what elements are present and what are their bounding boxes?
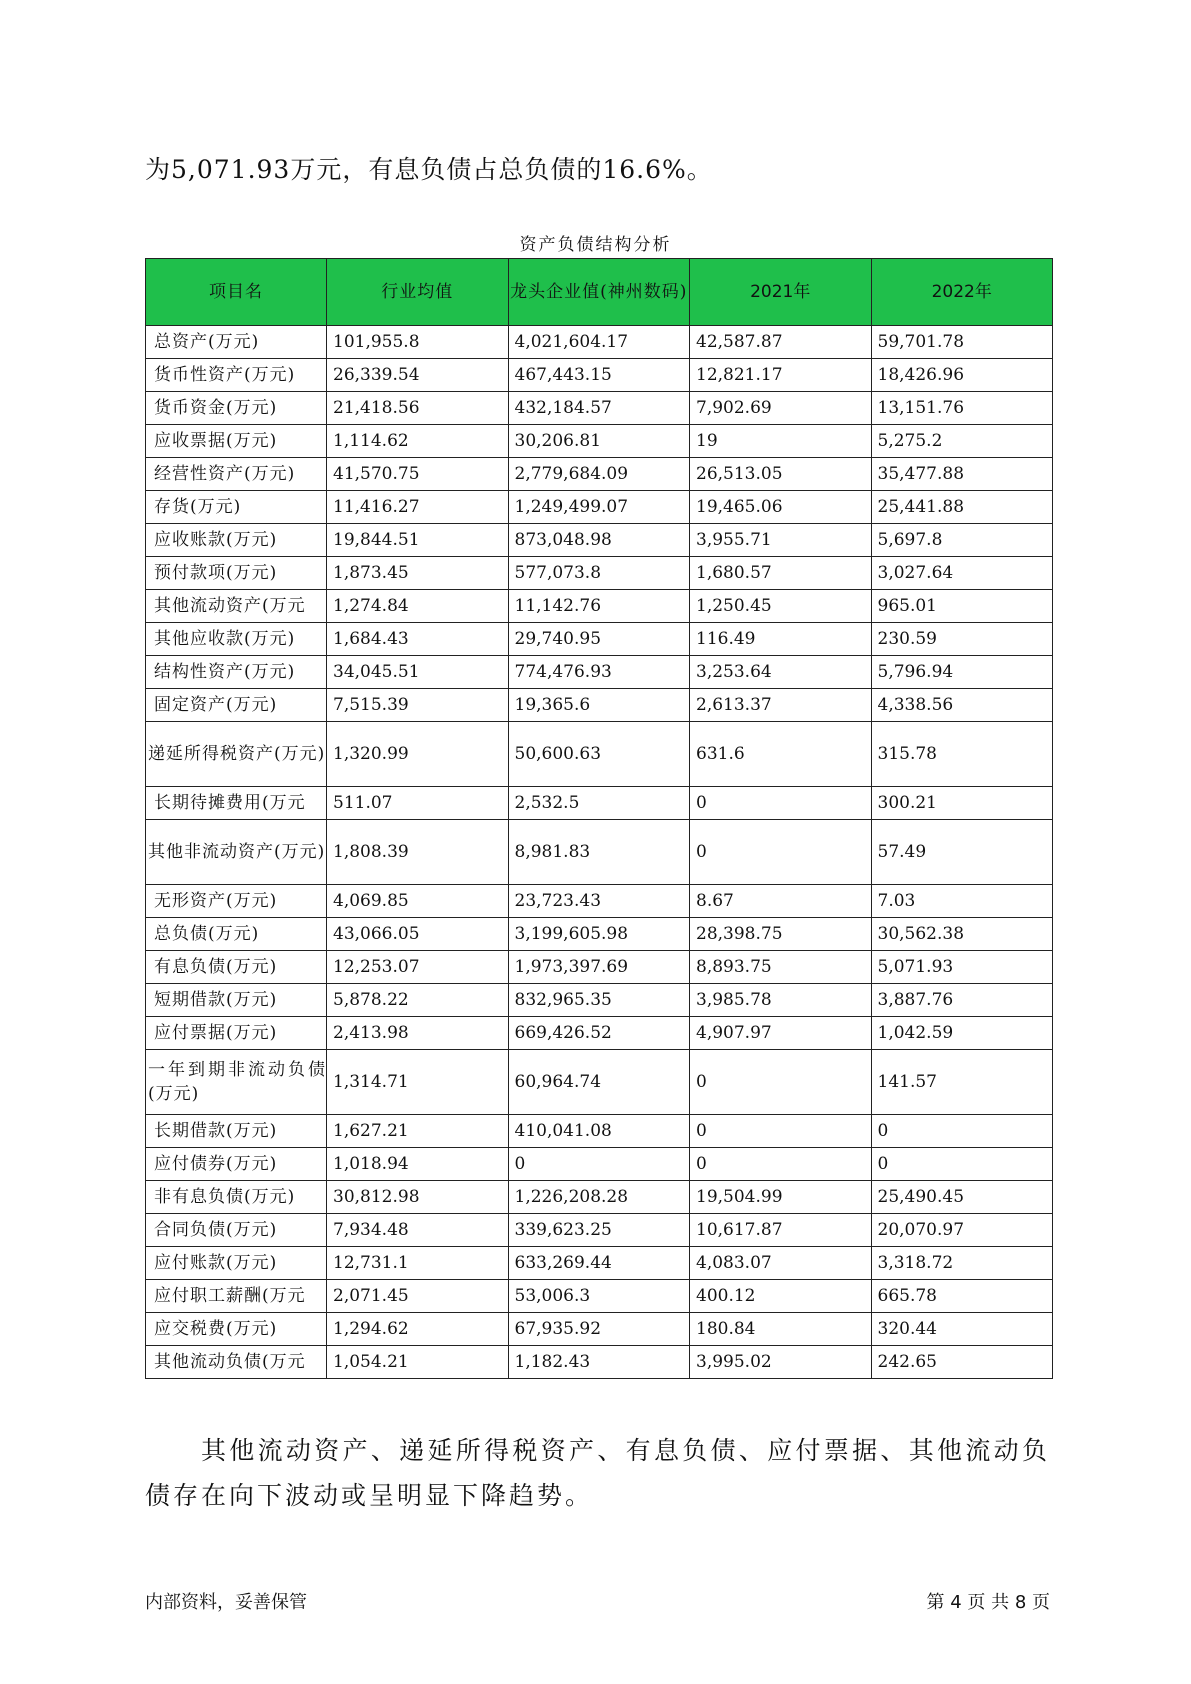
cell-2021: 8.67 <box>690 885 872 918</box>
cell-2022: 25,441.88 <box>871 491 1053 524</box>
cell-2021: 3,995.02 <box>690 1346 872 1379</box>
cell-leader-value: 11,142.76 <box>508 590 690 623</box>
cell-industry-avg: 19,844.51 <box>327 524 509 557</box>
cell-2021: 8,893.75 <box>690 951 872 984</box>
cell-2021: 10,617.87 <box>690 1214 872 1247</box>
header-industry-avg: 行业均值 <box>327 259 509 326</box>
cell-industry-avg: 4,069.85 <box>327 885 509 918</box>
cell-leader-value: 467,443.15 <box>508 359 690 392</box>
cell-industry-avg: 1,274.84 <box>327 590 509 623</box>
cell-item-name: 其他非流动资产(万元) <box>146 820 327 885</box>
table-row <box>146 623 1053 656</box>
cell-2022: 141.57 <box>871 1050 1053 1115</box>
cell-industry-avg: 1,294.62 <box>327 1313 509 1346</box>
cell-leader-value: 60,964.74 <box>508 1050 690 1115</box>
cell-leader-value: 873,048.98 <box>508 524 690 557</box>
cell-item-name: 应付债券(万元) <box>146 1148 327 1181</box>
table-row <box>146 524 1053 557</box>
cell-industry-avg: 1,627.21 <box>327 1115 509 1148</box>
cell-industry-avg: 1,684.43 <box>327 623 509 656</box>
cell-industry-avg: 11,416.27 <box>327 491 509 524</box>
cell-industry-avg: 1,314.71 <box>327 1050 509 1115</box>
cell-2022: 3,887.76 <box>871 984 1053 1017</box>
table-header-row <box>146 259 1053 326</box>
table-row <box>146 326 1053 359</box>
cell-item-name: 其他流动负债(万元 <box>146 1346 327 1379</box>
cell-2022: 5,697.8 <box>871 524 1053 557</box>
table-row <box>146 392 1053 425</box>
table-row <box>146 1148 1053 1181</box>
cell-leader-value: 774,476.93 <box>508 656 690 689</box>
cell-2022: 5,071.93 <box>871 951 1053 984</box>
cell-item-name: 非有息负债(万元) <box>146 1181 327 1214</box>
cell-2022: 3,027.64 <box>871 557 1053 590</box>
cell-2021: 3,955.71 <box>690 524 872 557</box>
cell-leader-value: 1,226,208.28 <box>508 1181 690 1214</box>
cell-2021: 1,250.45 <box>690 590 872 623</box>
cell-item-name: 应付职工薪酬(万元 <box>146 1280 327 1313</box>
table-row <box>146 689 1053 722</box>
cell-item-name: 长期待摊费用(万元 <box>146 787 327 820</box>
cell-leader-value: 3,199,605.98 <box>508 918 690 951</box>
cell-industry-avg: 2,413.98 <box>327 1017 509 1050</box>
cell-leader-value: 29,740.95 <box>508 623 690 656</box>
table-row <box>146 590 1053 623</box>
cell-item-name: 应收账款(万元) <box>146 524 327 557</box>
cell-industry-avg: 5,878.22 <box>327 984 509 1017</box>
cell-2022: 4,338.56 <box>871 689 1053 722</box>
cell-leader-value: 339,623.25 <box>508 1214 690 1247</box>
cell-2022: 25,490.45 <box>871 1181 1053 1214</box>
cell-2021: 0 <box>690 1115 872 1148</box>
cell-2022: 7.03 <box>871 885 1053 918</box>
cell-leader-value: 669,426.52 <box>508 1017 690 1050</box>
cell-2021: 19,465.06 <box>690 491 872 524</box>
cell-leader-value: 67,935.92 <box>508 1313 690 1346</box>
cell-leader-value: 2,532.5 <box>508 787 690 820</box>
cell-item-name: 固定资产(万元) <box>146 689 327 722</box>
cell-2021: 0 <box>690 820 872 885</box>
cell-2021: 4,907.97 <box>690 1017 872 1050</box>
cell-2022: 57.49 <box>871 820 1053 885</box>
cell-item-name: 预付款项(万元) <box>146 557 327 590</box>
cell-2021: 4,083.07 <box>690 1247 872 1280</box>
table-row <box>146 787 1053 820</box>
cell-item-name: 应交税费(万元) <box>146 1313 327 1346</box>
cell-item-name: 货币资金(万元) <box>146 392 327 425</box>
cell-industry-avg: 7,934.48 <box>327 1214 509 1247</box>
cell-item-name: 存货(万元) <box>146 491 327 524</box>
cell-2021: 0 <box>690 1050 872 1115</box>
cell-item-name: 经营性资产(万元) <box>146 458 327 491</box>
cell-item-name: 其他应收款(万元) <box>146 623 327 656</box>
table-row <box>146 656 1053 689</box>
cell-leader-value: 633,269.44 <box>508 1247 690 1280</box>
cell-leader-value: 8,981.83 <box>508 820 690 885</box>
cell-2021: 2,613.37 <box>690 689 872 722</box>
table-row <box>146 1214 1053 1247</box>
cell-2022: 5,275.2 <box>871 425 1053 458</box>
cell-2022: 300.21 <box>871 787 1053 820</box>
cell-2022: 965.01 <box>871 590 1053 623</box>
analysis-paragraph: 其他流动资产、递延所得税资产、有息负债、应付票据、其他流动负债存在向下波动或呈明显下降趋势。 <box>145 1436 1050 1510</box>
cell-2022: 1,042.59 <box>871 1017 1053 1050</box>
cell-item-name: 应付账款(万元) <box>146 1247 327 1280</box>
table-row <box>146 885 1053 918</box>
header-leader-value: 龙头企业值(神州数码) <box>508 259 690 326</box>
cell-2021: 7,902.69 <box>690 392 872 425</box>
cell-industry-avg: 511.07 <box>327 787 509 820</box>
cell-leader-value: 1,182.43 <box>508 1346 690 1379</box>
cell-2021: 631.6 <box>690 722 872 787</box>
cell-leader-value: 0 <box>508 1148 690 1181</box>
cell-2022: 0 <box>871 1148 1053 1181</box>
cell-industry-avg: 1,114.62 <box>327 425 509 458</box>
cell-item-name: 无形资产(万元) <box>146 885 327 918</box>
cell-item-name: 总资产(万元) <box>146 326 327 359</box>
cell-leader-value: 19,365.6 <box>508 689 690 722</box>
cell-industry-avg: 1,018.94 <box>327 1148 509 1181</box>
cell-2022: 320.44 <box>871 1313 1053 1346</box>
cell-2022: 30,562.38 <box>871 918 1053 951</box>
cell-2022: 59,701.78 <box>871 326 1053 359</box>
header-item-name: 项目名 <box>146 259 327 326</box>
cell-industry-avg: 30,812.98 <box>327 1181 509 1214</box>
table-row <box>146 458 1053 491</box>
cell-industry-avg: 26,339.54 <box>327 359 509 392</box>
cell-item-name: 长期借款(万元) <box>146 1115 327 1148</box>
cell-industry-avg: 1,808.39 <box>327 820 509 885</box>
cell-industry-avg: 101,955.8 <box>327 326 509 359</box>
cell-industry-avg: 2,071.45 <box>327 1280 509 1313</box>
cell-2022: 35,477.88 <box>871 458 1053 491</box>
cell-2022: 0 <box>871 1115 1053 1148</box>
table-row <box>146 359 1053 392</box>
header-2022: 2022年 <box>871 259 1053 326</box>
cell-2022: 230.59 <box>871 623 1053 656</box>
cell-2022: 20,070.97 <box>871 1214 1053 1247</box>
cell-2021: 3,985.78 <box>690 984 872 1017</box>
footer-confidential: 内部资料，妥善保管 <box>145 1592 307 1613</box>
cell-leader-value: 1,249,499.07 <box>508 491 690 524</box>
table-row <box>146 425 1053 458</box>
table-row <box>146 1280 1053 1313</box>
cell-item-name: 其他流动资产(万元 <box>146 590 327 623</box>
cell-industry-avg: 43,066.05 <box>327 918 509 951</box>
table-row <box>146 1050 1053 1115</box>
cell-industry-avg: 41,570.75 <box>327 458 509 491</box>
cell-industry-avg: 21,418.56 <box>327 392 509 425</box>
cell-item-name: 结构性资产(万元) <box>146 656 327 689</box>
cell-2021: 28,398.75 <box>690 918 872 951</box>
cell-2022: 242.65 <box>871 1346 1053 1379</box>
cell-item-name: 递延所得税资产(万元) <box>146 722 327 787</box>
cell-leader-value: 432,184.57 <box>508 392 690 425</box>
cell-item-name: 有息负债(万元) <box>146 951 327 984</box>
cell-2021: 26,513.05 <box>690 458 872 491</box>
cell-2021: 400.12 <box>690 1280 872 1313</box>
cell-leader-value: 53,006.3 <box>508 1280 690 1313</box>
cell-item-name: 货币性资产(万元) <box>146 359 327 392</box>
cell-item-name: 应收票据(万元) <box>146 425 327 458</box>
intro-text: 为5,071.93万元，有息负债占总负债的16.6%。 <box>145 155 713 184</box>
cell-2021: 116.49 <box>690 623 872 656</box>
table-row <box>146 984 1053 1017</box>
cell-item-name: 短期借款(万元) <box>146 984 327 1017</box>
cell-2021: 0 <box>690 1148 872 1181</box>
table-row <box>146 1346 1053 1379</box>
table-row <box>146 1181 1053 1214</box>
cell-leader-value: 577,073.8 <box>508 557 690 590</box>
cell-industry-avg: 34,045.51 <box>327 656 509 689</box>
table-row <box>146 722 1053 787</box>
cell-item-name: 总负债(万元) <box>146 918 327 951</box>
cell-2021: 0 <box>690 787 872 820</box>
cell-2022: 665.78 <box>871 1280 1053 1313</box>
cell-industry-avg: 12,731.1 <box>327 1247 509 1280</box>
cell-item-name: 一年到期非流动负债(万元) <box>146 1050 327 1115</box>
cell-leader-value: 23,723.43 <box>508 885 690 918</box>
cell-leader-value: 50,600.63 <box>508 722 690 787</box>
cell-leader-value: 2,779,684.09 <box>508 458 690 491</box>
cell-leader-value: 410,041.08 <box>508 1115 690 1148</box>
balance-sheet-table <box>145 258 1053 1379</box>
cell-industry-avg: 1,873.45 <box>327 557 509 590</box>
cell-2022: 13,151.76 <box>871 392 1053 425</box>
cell-industry-avg: 7,515.39 <box>327 689 509 722</box>
cell-leader-value: 832,965.35 <box>508 984 690 1017</box>
table-row <box>146 557 1053 590</box>
cell-2021: 3,253.64 <box>690 656 872 689</box>
cell-leader-value: 4,021,604.17 <box>508 326 690 359</box>
header-2021: 2021年 <box>690 259 872 326</box>
cell-2021: 42,587.87 <box>690 326 872 359</box>
table-body <box>146 326 1053 1379</box>
table-row <box>146 1313 1053 1346</box>
table-row <box>146 491 1053 524</box>
cell-2021: 12,821.17 <box>690 359 872 392</box>
cell-2022: 315.78 <box>871 722 1053 787</box>
cell-industry-avg: 1,320.99 <box>327 722 509 787</box>
table-row <box>146 1247 1053 1280</box>
cell-industry-avg: 12,253.07 <box>327 951 509 984</box>
table-row <box>146 820 1053 885</box>
cell-item-name: 应付票据(万元) <box>146 1017 327 1050</box>
cell-item-name: 合同负债(万元) <box>146 1214 327 1247</box>
cell-2022: 18,426.96 <box>871 359 1053 392</box>
footer-page-number: 第 4 页 共 8 页 <box>926 1592 1050 1613</box>
table-row <box>146 918 1053 951</box>
table-row <box>146 951 1053 984</box>
cell-2021: 19,504.99 <box>690 1181 872 1214</box>
cell-2022: 3,318.72 <box>871 1247 1053 1280</box>
cell-leader-value: 1,973,397.69 <box>508 951 690 984</box>
cell-2021: 19 <box>690 425 872 458</box>
table-caption: 资产负债结构分析 <box>519 235 672 255</box>
table-row <box>146 1017 1053 1050</box>
table-row <box>146 1115 1053 1148</box>
cell-leader-value: 30,206.81 <box>508 425 690 458</box>
cell-2021: 180.84 <box>690 1313 872 1346</box>
cell-industry-avg: 1,054.21 <box>327 1346 509 1379</box>
cell-2022: 5,796.94 <box>871 656 1053 689</box>
cell-2021: 1,680.57 <box>690 557 872 590</box>
